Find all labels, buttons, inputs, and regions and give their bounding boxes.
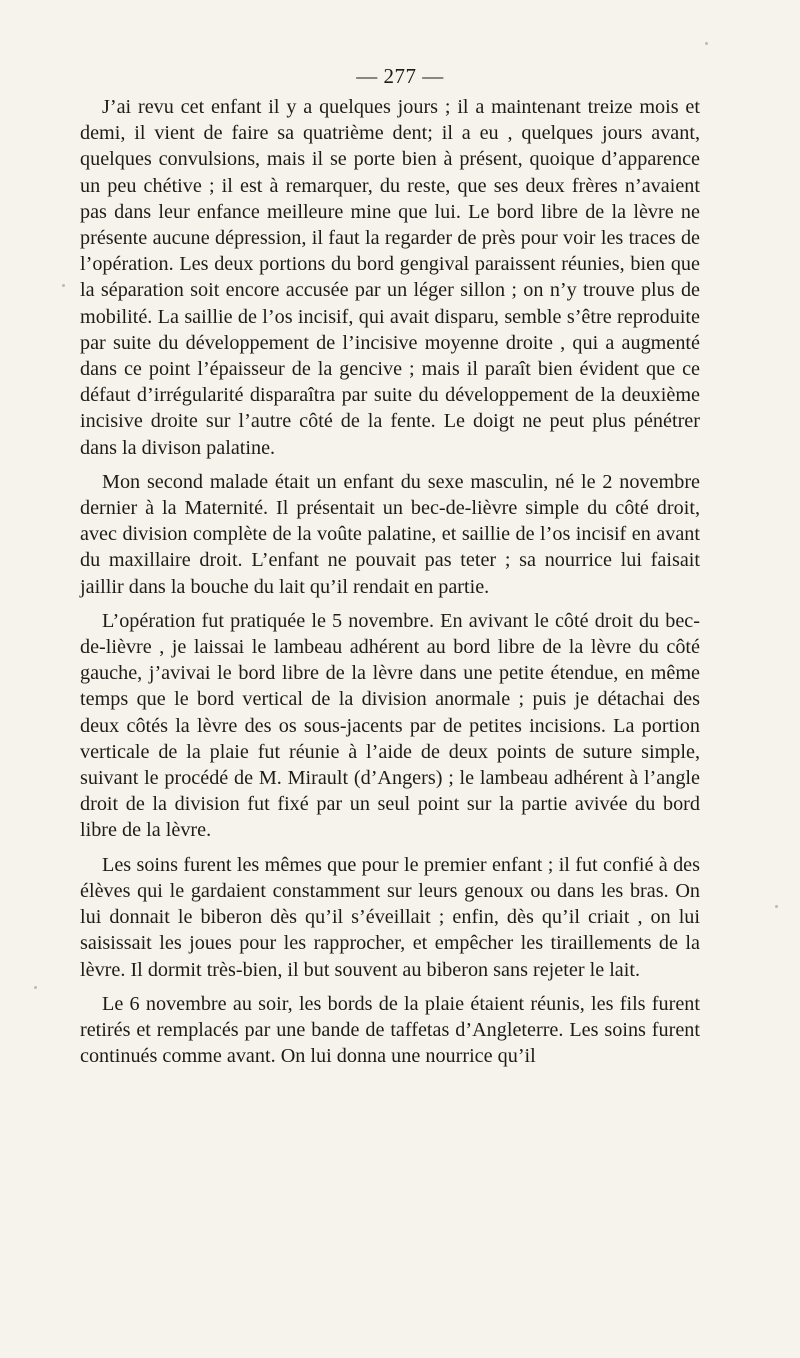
- page-number: — 277 —: [356, 64, 444, 88]
- paper-speck: [62, 284, 65, 287]
- paper-speck: [34, 986, 37, 989]
- paragraph-2: Mon second malade était un enfant du sexe masculin, né le 2 novembre dernier à la Maternité. Il présentait un bec-de-lièvre simple du côté droit, avec division complète de la voûte palatine, et saillie de l’os incisif en avant du maxillaire droit. L’enfant ne pouvait pas teter ; sa nourrice lui faisait jaillir dans la bouche du lait qu’il rendait en partie.: [80, 470, 700, 598]
- paragraph-3: L’opération fut pratiquée le 5 novembre. En avivant le côté droit du bec-de-lièvre , je laissai le lambeau adhérent au bord libre de la lèvre du côté gauche, j’avivai le bord libre de la lèvre dans une petite étendue, en même temps que le bord vertical de la division anormale ; puis je détachai des deux côtés la lèvre des os sous-jacents par de petites incisions. La portion verticale de la plaie fut réunie à l’aide de deux points de suture simple, suivant le procédé de M. Mirault (d’Angers) ; le lambeau adhérent à l’angle droit de la division fut fixé par un seul point sur la partie avivée du bord libre de la lèvre.: [80, 609, 700, 842]
- paper-speck: [705, 42, 708, 45]
- body-text: [80, 94, 700, 1069]
- paragraph-1: J’ai revu cet enfant il y a quelques jours ; il a maintenant treize mois et demi, il vient de faire sa quatrième dent; il a eu , quelques jours avant, quelques convulsions, mais il se porte bien à présent, quoique d’apparence un peu chétive ; il est à remarquer, du reste, que ses deux frères n’avaient pas dans leur enfance meilleure mine que lui. Le bord libre de la lèvre ne présente aucune dépression, il faut la regarder de près pour voir les traces de l’opération. Les deux portions du bord gengival paraissent réunies, bien que la séparation soit encore accusée par un léger sillon ; on n’y trouve plus de mobilité. La saillie de l’os incisif, qui avait disparu, semble s’être reproduite par suite du développement de l’incisive moyenne droite , qui a augmenté dans ce point l’épaisseur de la gencive ; mais il paraît bien évident que ce défaut d’irrégularité disparaîtra par suite du développement de la deuxième incisive droite sur l’autre côté de la fente. Le doigt ne peut plus pénétrer dans la divison palatine.: [80, 96, 700, 459]
- paragraph-5: Le 6 novembre au soir, les bords de la plaie étaient réunis, les fils furent retirés et remplacés par une bande de taffetas d’Angleterre. Les soins furent continués comme avant. On lui donna une nourrice qu’il: [80, 992, 700, 1068]
- paragraph-4: Les soins furent les mêmes que pour le premier enfant ; il fut confié à des élèves qui le gardaient constamment sur leurs genoux ou dans les bras. On lui donnait le biberon dès qu’il s’éveillait ; enfin, dès qu’il criait , on lui saisissait les joues pour les rapprocher, et empêcher les tiraillements de la lèvre. Il dormit très-bien, il but souvent au biberon sans rejeter le lait.: [80, 853, 700, 981]
- paper-speck: [775, 905, 778, 908]
